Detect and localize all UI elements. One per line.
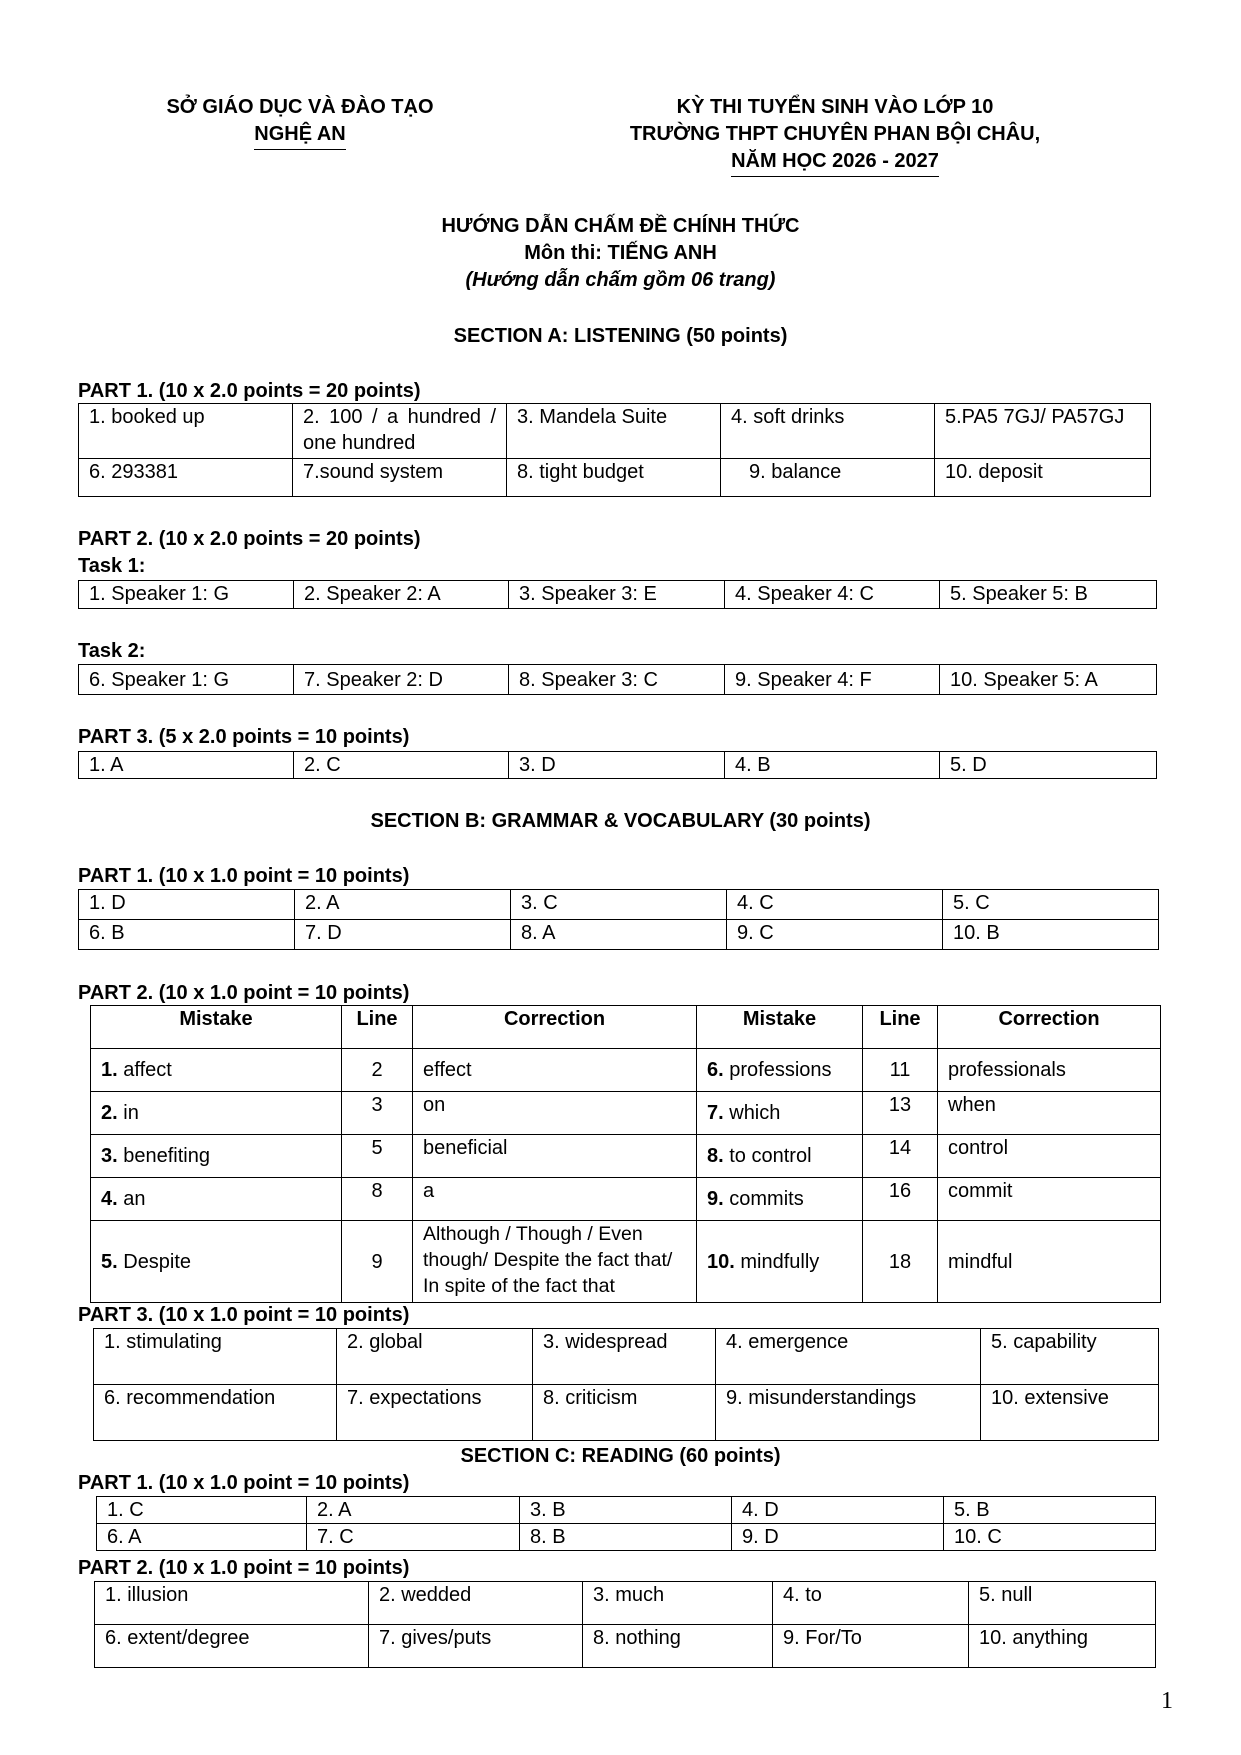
item-number: 2. — [101, 1102, 118, 1124]
answer-cell: 1. C — [97, 1497, 307, 1524]
header-right — [600, 94, 1070, 177]
table-row — [91, 1049, 1161, 1092]
section-a-part1-title: PART 1. (10 x 2.0 points = 20 points) — [78, 380, 421, 402]
item-number: 5. — [101, 1250, 118, 1273]
column-header: Correction — [938, 1006, 1161, 1049]
answer-cell: 9. balance — [721, 459, 935, 497]
task1-label: Task 1: — [78, 555, 146, 577]
mistake-text: Despite — [117, 1250, 192, 1273]
page-number: 1 — [1161, 1688, 1173, 1714]
item-number: 3. — [101, 1145, 118, 1167]
answer-cell: 5. capability — [981, 1329, 1159, 1385]
answer-cell: 5. null — [969, 1582, 1156, 1625]
table-row — [91, 1135, 1161, 1178]
table-row — [79, 890, 1159, 920]
mistake-cell — [697, 1092, 863, 1135]
answer-cell: 10. extensive — [981, 1385, 1159, 1441]
mistake-text: which — [723, 1102, 781, 1124]
column-header: Line — [342, 1006, 413, 1049]
table-row — [95, 1582, 1156, 1625]
task2-table — [78, 664, 1157, 695]
mistake-cell — [91, 1221, 342, 1303]
answer-cell: 5. B — [944, 1497, 1156, 1524]
answer-cell: 7. Speaker 2: D — [294, 665, 509, 695]
answer-cell: 9. Speaker 4: F — [725, 665, 940, 695]
mistake-text: an — [117, 1188, 146, 1210]
section-a-part3-title: PART 3. (5 x 2.0 points = 10 points) — [78, 726, 410, 748]
item-number: 8. — [707, 1145, 724, 1167]
item-number: 7. — [707, 1102, 724, 1124]
answer-cell: 3. Mandela Suite — [507, 404, 721, 459]
answer-cell: 10. Speaker 5: A — [940, 665, 1157, 695]
mistake-text: benefiting — [117, 1145, 210, 1167]
answer-cell: 5. Speaker 5: B — [940, 581, 1157, 609]
answer-cell: 2. global — [337, 1329, 533, 1385]
answer-cell: 1. Speaker 1: G — [79, 581, 294, 609]
answer-cell: 7. expectations — [337, 1385, 533, 1441]
column-header: Mistake — [91, 1006, 342, 1049]
answer-cell: 6. 293381 — [79, 459, 293, 497]
answer-cell: 6. recommendation — [94, 1385, 337, 1441]
correction-cell: commit — [938, 1178, 1161, 1221]
title-line: HƯỚNG DẪN CHẤM ĐỀ CHÍNH THỨC — [441, 215, 800, 237]
mistake-cell — [697, 1178, 863, 1221]
school-year: NĂM HỌC 2026 - 2027 — [731, 148, 939, 177]
mistake-cell — [697, 1135, 863, 1178]
answer-cell: 7.sound system — [293, 459, 507, 497]
line-cell: 2 — [342, 1049, 413, 1092]
answer-cell: 4. Speaker 4: C — [725, 581, 940, 609]
correction-cell: control — [938, 1135, 1161, 1178]
section-c-part1-title: PART 1. (10 x 1.0 point = 10 points) — [78, 1472, 410, 1494]
section-b-part3-title: PART 3. (10 x 1.0 point = 10 points) — [78, 1304, 410, 1326]
mistake-cell — [697, 1049, 863, 1092]
line-cell: 16 — [863, 1178, 938, 1221]
table-row — [95, 1625, 1156, 1668]
mistake-text: professions — [723, 1059, 832, 1081]
answer-cell: 3. B — [520, 1497, 732, 1524]
section-c-part2-title: PART 2. (10 x 1.0 point = 10 points) — [78, 1557, 410, 1579]
table-row — [97, 1497, 1156, 1524]
table-row — [94, 1329, 1159, 1385]
section-a-title: SECTION A: LISTENING (50 points) — [453, 325, 788, 347]
mistake-cell — [697, 1221, 863, 1303]
item-number: 4. — [101, 1188, 118, 1210]
answer-cell: 7. C — [307, 1524, 520, 1551]
section-c-title: SECTION C: READING (60 points) — [460, 1445, 781, 1467]
line-cell: 11 — [863, 1049, 938, 1092]
answer-cell: 4. D — [732, 1497, 944, 1524]
line-cell: 14 — [863, 1135, 938, 1178]
line-cell: 18 — [863, 1221, 938, 1303]
mistake-cell — [91, 1049, 342, 1092]
answer-cell: 10. anything — [969, 1625, 1156, 1668]
header-left — [140, 94, 460, 150]
answer-cell: 8. A — [511, 920, 727, 950]
table-row — [79, 752, 1157, 779]
answer-cell: 2. A — [295, 890, 511, 920]
correction-cell: Although / Though / Even though/ Despite the fact that/ In spite of the fact that — [413, 1221, 697, 1303]
correction-cell: beneficial — [413, 1135, 697, 1178]
section-a-part1-table — [78, 403, 1151, 497]
column-header: Line — [863, 1006, 938, 1049]
answer-cell: 8. nothing — [583, 1625, 773, 1668]
answer-cell: 3. much — [583, 1582, 773, 1625]
answer-cell: 7. gives/puts — [369, 1625, 583, 1668]
line-cell: 3 — [342, 1092, 413, 1135]
line-cell: 9 — [342, 1221, 413, 1303]
answer-cell: 1. stimulating — [94, 1329, 337, 1385]
answer-cell: 4. emergence — [716, 1329, 981, 1385]
correction-cell: when — [938, 1092, 1161, 1135]
page-count-note: (Hướng dẫn chấm gồm 06 trang) — [465, 269, 776, 291]
answer-cell: 10. deposit — [935, 459, 1151, 497]
answer-cell: 3. C — [511, 890, 727, 920]
mistake-cell — [91, 1135, 342, 1178]
answer-cell: 1. A — [79, 752, 294, 779]
answer-cell: 5. D — [940, 752, 1157, 779]
department-name: SỞ GIÁO DỤC VÀ ĐÀO TẠO — [166, 96, 434, 118]
school-name: TRƯỜNG THPT CHUYÊN PHAN BỘI CHÂU, — [629, 123, 1041, 145]
answer-cell: 9. misunderstandings — [716, 1385, 981, 1441]
answer-cell: 9. D — [732, 1524, 944, 1551]
line-cell: 13 — [863, 1092, 938, 1135]
section-c-part1-table — [96, 1496, 1156, 1551]
answer-cell: 6. extent/degree — [95, 1625, 369, 1668]
answer-cell: 10. B — [943, 920, 1159, 950]
answer-cell: 4. B — [725, 752, 940, 779]
correction-cell: a — [413, 1178, 697, 1221]
answer-cell: 3. Speaker 3: E — [509, 581, 725, 609]
answer-cell: 8. tight budget — [507, 459, 721, 497]
answer-cell: 2. C — [294, 752, 509, 779]
mistake-text: in — [117, 1102, 139, 1124]
mistake-text: affect — [117, 1059, 172, 1081]
section-b-part3-table — [93, 1328, 1159, 1441]
answer-cell: 1. booked up — [79, 404, 293, 459]
table-row — [97, 1524, 1156, 1551]
answer-cell: 6. A — [97, 1524, 307, 1551]
column-header: Correction — [413, 1006, 697, 1049]
table-row — [79, 920, 1159, 950]
answer-cell: 9. C — [727, 920, 943, 950]
mistake-text: mindfully — [734, 1250, 820, 1273]
table-row — [79, 459, 1151, 497]
error-correction-table — [90, 1005, 1161, 1303]
answer-cell: 3. D — [509, 752, 725, 779]
exam-name: KỲ THI TUYỂN SINH VÀO LỚP 10 — [676, 96, 994, 118]
table-header-row — [91, 1006, 1161, 1049]
correction-cell: on — [413, 1092, 697, 1135]
mistake-text: to control — [723, 1145, 812, 1167]
answer-cell: 4. C — [727, 890, 943, 920]
answer-cell: 5. C — [943, 890, 1159, 920]
answer-cell: 3. widespread — [533, 1329, 716, 1385]
section-c-part2-table — [94, 1581, 1156, 1668]
answer-cell: 10. C — [944, 1524, 1156, 1551]
document-title — [0, 213, 1241, 294]
correction-cell: mindful — [938, 1221, 1161, 1303]
table-row — [79, 665, 1157, 695]
answer-cell: 2. 100 / a hundred / one hundred — [293, 404, 507, 459]
answer-cell: 8. criticism — [533, 1385, 716, 1441]
table-row — [79, 581, 1157, 609]
table-row — [94, 1385, 1159, 1441]
correction-cell: professionals — [938, 1049, 1161, 1092]
answer-cell: 2. A — [307, 1497, 520, 1524]
table-row — [91, 1092, 1161, 1135]
section-a-part3-table — [78, 751, 1157, 779]
item-number: 6. — [707, 1059, 724, 1081]
answer-cell: 7. D — [295, 920, 511, 950]
section-b-part2-title: PART 2. (10 x 1.0 point = 10 points) — [78, 982, 410, 1004]
mistake-cell — [91, 1092, 342, 1135]
answer-cell: 6. Speaker 1: G — [79, 665, 294, 695]
answer-cell: 6. B — [79, 920, 295, 950]
item-number: 1. — [101, 1059, 118, 1081]
answer-cell: 2. Speaker 2: A — [294, 581, 509, 609]
table-row — [79, 404, 1151, 459]
answer-cell: 4. to — [773, 1582, 969, 1625]
answer-cell: 8. Speaker 3: C — [509, 665, 725, 695]
section-b-part1-table — [78, 889, 1159, 950]
section-a-part2-title: PART 2. (10 x 2.0 points = 20 points) — [78, 528, 421, 550]
correction-cell: effect — [413, 1049, 697, 1092]
province-name: NGHỆ AN — [254, 121, 345, 150]
answer-cell: 1. D — [79, 890, 295, 920]
table-row — [91, 1221, 1161, 1303]
mistake-cell — [91, 1178, 342, 1221]
answer-cell: 8. B — [520, 1524, 732, 1551]
item-number: 9. — [707, 1188, 724, 1210]
line-cell: 8 — [342, 1178, 413, 1221]
answer-cell: 5.PA5 7GJ/ PA57GJ — [935, 404, 1151, 459]
item-number: 10. — [707, 1250, 735, 1273]
subject-line: Môn thi: TIẾNG ANH — [524, 242, 717, 264]
task2-label: Task 2: — [78, 640, 146, 662]
section-b-title: SECTION B: GRAMMAR & VOCABULARY (30 points) — [370, 810, 871, 832]
answer-cell: 9. For/To — [773, 1625, 969, 1668]
answer-cell: 1. illusion — [95, 1582, 369, 1625]
task1-table — [78, 580, 1157, 609]
table-row — [91, 1178, 1161, 1221]
column-header: Mistake — [697, 1006, 863, 1049]
answer-cell: 4. soft drinks — [721, 404, 935, 459]
mistake-text: commits — [723, 1188, 804, 1210]
line-cell: 5 — [342, 1135, 413, 1178]
answer-cell: 2. wedded — [369, 1582, 583, 1625]
section-b-part1-title: PART 1. (10 x 1.0 point = 10 points) — [78, 865, 410, 887]
